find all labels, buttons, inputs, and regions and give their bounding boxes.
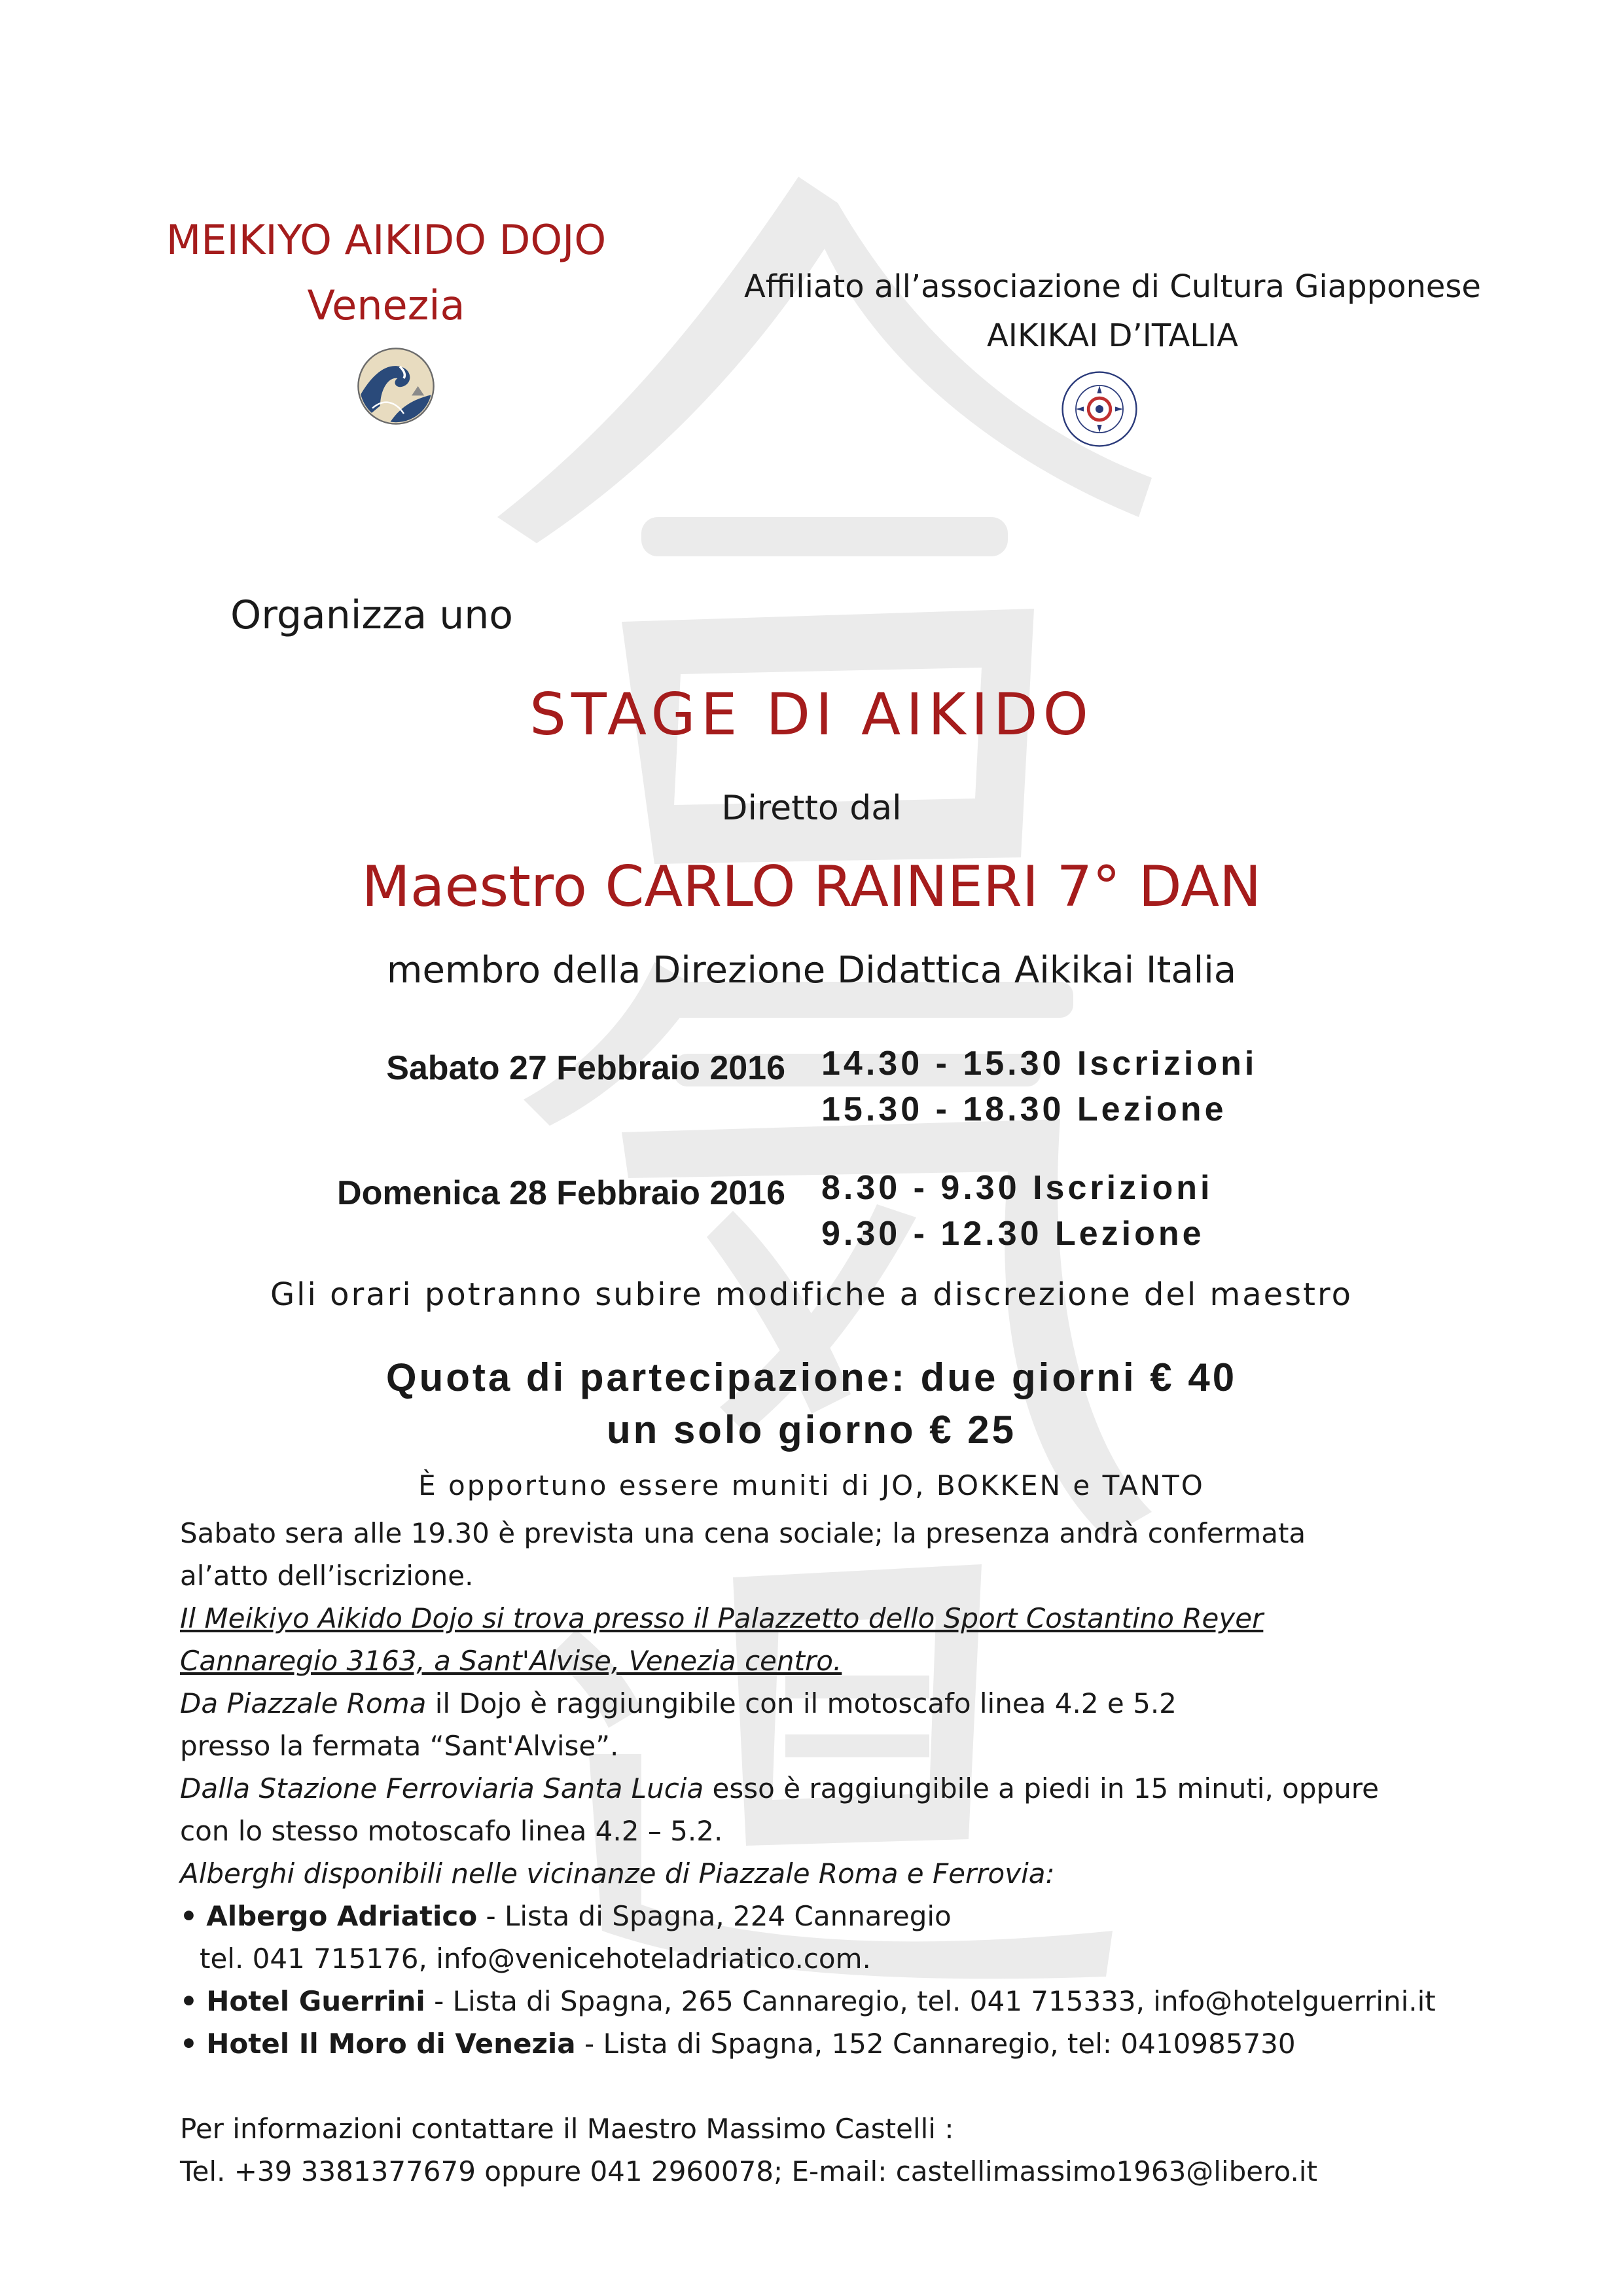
directions-roma <box>180 1687 1177 1719</box>
hotel-separator: - <box>575 2028 603 2060</box>
schedule-note: Gli orari potranno subire modifiche a discrezione del maestro <box>270 1276 1353 1313</box>
member-text: membro della Direzione Didattica Aikikai Italia <box>386 949 1237 992</box>
directions-roma-stop: presso la fermata “Sant'Alvise”. <box>180 1730 619 1762</box>
schedule-time: 8.30 - 9.30 Iscrizioni <box>821 1169 1213 1207</box>
schedule-day: Domenica 28 Febbraio 2016 <box>337 1174 785 1212</box>
hotel-name: Hotel Guerrini <box>206 1985 425 2017</box>
contact-details: Tel. +39 3381377679 oppure 041 2960078; E-mail: castellimassimo1963@libero.it <box>180 2155 1317 2187</box>
schedule-time: 14.30 - 15.30 Iscrizioni <box>821 1045 1258 1083</box>
schedule-time: 9.30 - 12.30 Lezione <box>821 1215 1205 1253</box>
location-text: Cannaregio 3163, a Sant'Alvise, Venezia centro. <box>180 1645 842 1677</box>
contact-text: Per informazioni contattare il Maestro Massimo Castelli : <box>180 2113 954 2145</box>
affiliation-org: AIKIKAI D’ITALIA <box>986 317 1239 354</box>
hotel-separator: - <box>425 1985 453 2017</box>
great-wave-logo-icon <box>357 347 435 425</box>
hotel-item <box>180 1985 1436 2017</box>
aikikai-italia-seal-icon <box>1060 370 1139 448</box>
bullet: • <box>180 1985 198 2017</box>
affiliation-line: Affiliato all’associazione di Cultura Giapponese <box>744 268 1481 305</box>
directions-roma-label: Da Piazzale Roma <box>180 1687 427 1719</box>
directed-by-text: Diretto dal <box>721 789 902 828</box>
directions-roma-text: il Dojo è raggiungibile con il motoscafo linea 4.2 e 5.2 <box>426 1687 1177 1719</box>
directions-station-text: esso è raggiungibile a piedi in 15 minuti, oppure <box>704 1772 1379 1804</box>
fee-two-days: Quota di partecipazione: due giorni € 40 <box>385 1355 1238 1399</box>
directions-station-boat: con lo stesso motoscafo linea 4.2 – 5.2. <box>180 1815 723 1847</box>
bullet: • <box>180 1900 198 1932</box>
master-name: Maestro CARLO RAINERI 7° DAN <box>361 854 1262 920</box>
hotel-details: Lista di Spagna, 224 Cannaregio <box>505 1900 952 1932</box>
hotel-details: Lista di Spagna, 152 Cannaregio, tel: 0410985730 <box>603 2028 1296 2060</box>
fee-one-day: un solo giorno € 25 <box>606 1408 1017 1452</box>
directions-station <box>180 1772 1379 1804</box>
hotel-name: Hotel Il Moro di Venezia <box>206 2028 576 2060</box>
hotel-name: Albergo Adriatico <box>206 1900 478 1932</box>
dojo-city: Venezia <box>307 281 465 329</box>
dinner-text: al’atto dell’iscrizione. <box>180 1560 474 1592</box>
dojo-name: MEIKIYO AIKIDO DOJO <box>166 216 607 264</box>
bullet: • <box>180 2028 198 2060</box>
page-title: STAGE DI AIKIDO <box>529 681 1094 748</box>
organizza-text: Organizza uno <box>230 592 513 638</box>
hotel-item <box>180 1900 952 1932</box>
schedule-day: Sabato 27 Febbraio 2016 <box>386 1049 785 1087</box>
dinner-text: Sabato sera alle 19.30 è prevista una cena sociale; la presenza andrà confermata <box>180 1517 1306 1549</box>
hotel-separator: - <box>477 1900 505 1932</box>
hotels-heading: Alberghi disponibili nelle vicinanze di Piazzale Roma e Ferrovia: <box>180 1857 1055 1890</box>
hotel-details: Lista di Spagna, 265 Cannaregio, tel. 041 715333, info@hotelguerrini.it <box>452 1985 1436 2017</box>
location-text: Il Meikiyo Aikido Dojo si trova presso il Palazzetto dello Sport Costantino Reyer <box>180 1602 1264 1634</box>
directions-station-label: Dalla Stazione Ferroviaria Santa Lucia <box>180 1772 704 1804</box>
equipment-note: È opportuno essere muniti di JO, BOKKEN e TANTO <box>418 1469 1205 1501</box>
hotel-item <box>180 2028 1296 2060</box>
hotel-details: tel. 041 715176, info@venicehoteladriatico.com. <box>200 1943 871 1975</box>
schedule-time: 15.30 - 18.30 Lezione <box>821 1090 1227 1128</box>
